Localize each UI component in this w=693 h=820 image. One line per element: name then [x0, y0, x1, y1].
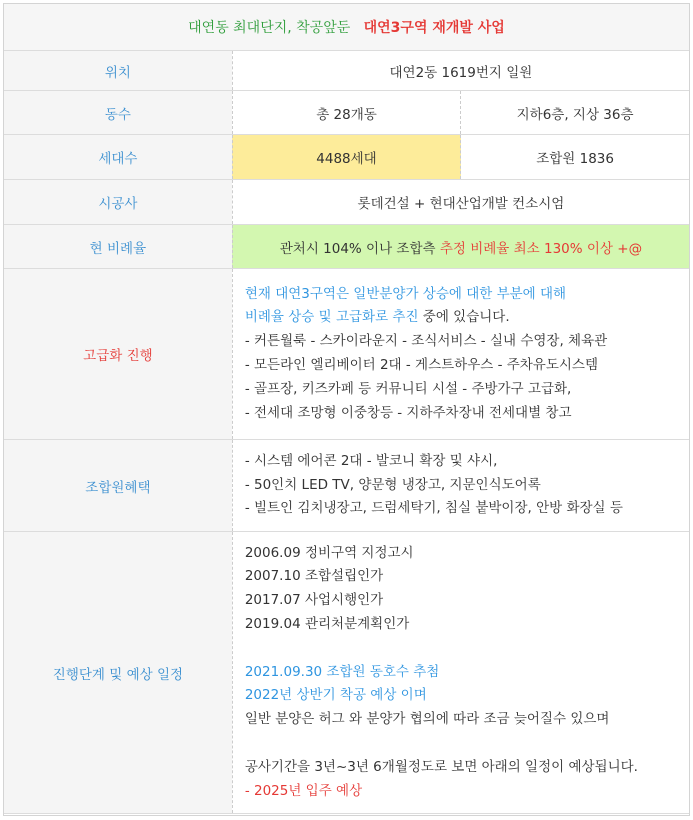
premium-intro-line2 — [245, 306, 677, 330]
schedule-details — [232, 532, 689, 814]
history-item: 2019.04 관리처분계획인가 — [244, 616, 410, 632]
premium-item: - 골프장, 키즈카페 등 커뮤니티 시설 - 주방가구 고급화, — [244, 380, 572, 397]
contractor-label: 시공사 — [4, 180, 232, 225]
upcoming-item: 2022년 상반기 착공 예상 이며 — [244, 687, 427, 704]
ratio-estimate: 추정 비례율 최소 130% 이상 +@ — [439, 240, 643, 257]
upcoming-item: 2021.09.30 조합원 동호수 추첨 — [244, 663, 440, 680]
ratio-value — [232, 225, 689, 269]
benefits-label: 조합원혜택 — [4, 440, 232, 532]
history-item: 2017.07 사업시행인가 — [244, 592, 384, 609]
schedule-label: 진행단계 및 예상 일정 — [4, 532, 232, 814]
ratio-official: 관처시 104% 이나 조합측 — [279, 240, 436, 257]
premium-item: - 커튼월룩 - 스카이라운지 - 조식서비스 - 실내 수영장, 체육관 — [244, 333, 608, 350]
title-red: 대연3구역 재개발 사업 — [363, 20, 505, 36]
benefit-item: - 빌트인 김치냉장고, 드럼세탁기, 침실 붙박이장, 안방 화장실 등 — [244, 500, 623, 517]
title-green: 대연동 최대단지, 착공앞둔 — [188, 20, 351, 36]
premium-label: 고급화 진행 — [4, 269, 232, 440]
premium-intro-line1: 현재 대연3구역은 일반분양가 상승에 대한 부분에 대해 — [244, 285, 567, 302]
premium-item: - 모든라인 엘리베이터 2대 - 게스트하우스 - 주차유도시스템 — [244, 357, 599, 373]
premium-intro-blue: 비례율 상승 및 고급화로 추진 — [244, 309, 419, 326]
benefits-details — [232, 440, 689, 532]
buildings-label: 동수 — [4, 91, 232, 135]
table-title — [4, 4, 689, 51]
households-label: 세대수 — [4, 135, 232, 180]
location-label: 위치 — [4, 51, 232, 91]
premium-details — [232, 269, 689, 440]
households-value: 4488세대 — [232, 135, 460, 180]
premium-intro-black: 중에 있습니다. — [418, 309, 510, 326]
premium-item: - 전세대 조망형 이중창등 - 지하주차장내 전세대별 창고 — [244, 404, 572, 421]
location-value: 대연2동 1619번지 일원 — [232, 51, 689, 91]
floors-value: 지하6층, 지상 36층 — [461, 91, 689, 135]
history-item: 2007.10 조합설립인가 — [244, 568, 384, 585]
history-item: 2006.09 정비구역 지정고시 — [244, 544, 414, 561]
period-note: 공사기간을 3년~3년 6개월정도로 보면 아래의 일정이 예상됩니다. — [244, 758, 638, 775]
ratio-label: 현 비례율 — [4, 225, 232, 269]
contractor-value: 롯데건설 + 현대산업개발 컨소시엄 — [232, 180, 689, 225]
project-info-table — [3, 3, 690, 816]
buildings-count: 총 28개동 — [232, 91, 460, 135]
schedule-note: 일반 분양은 허그 와 분양가 협의에 따라 조금 늦어질수 있으며 — [244, 711, 610, 728]
benefit-item: - 시스템 에어콘 2대 - 발코니 확장 및 샤시, — [244, 452, 498, 469]
members-value: 조합원 1836 — [461, 135, 689, 180]
move-in-estimate: - 2025년 입주 예상 — [244, 782, 363, 799]
spacer — [245, 732, 677, 756]
spacer — [245, 637, 677, 661]
benefit-item: - 50인치 LED TV, 양문형 냉장고, 지문인식도어록 — [244, 476, 541, 493]
